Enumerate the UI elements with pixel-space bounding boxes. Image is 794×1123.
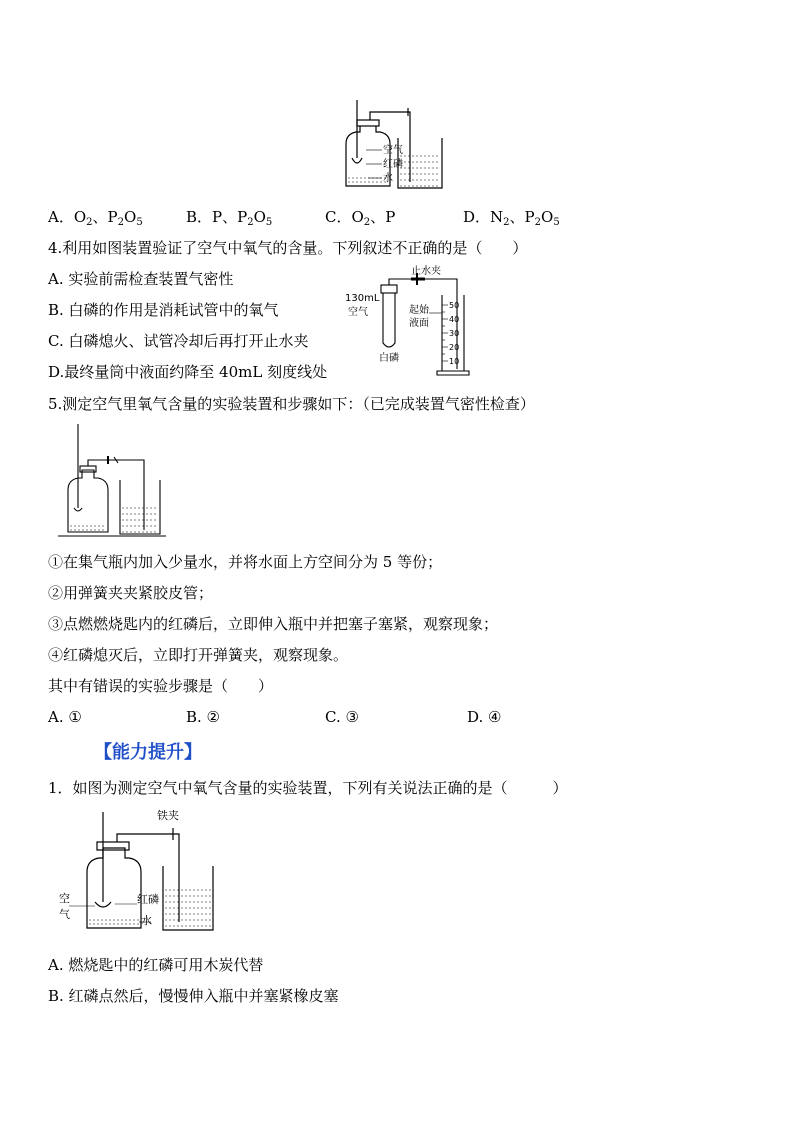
q3-option-b[interactable]: B．P、$P_2O_5$ — [186, 208, 273, 228]
n1-stem: 1．如图为测定空气中氧气含量的实验装置，下列有关说法正确的是（ ） — [48, 779, 568, 797]
q4-option-b[interactable]: B. 白磷的作用是消耗试管中的氧气 — [48, 301, 279, 319]
q4-stem: 4.利用如图装置验证了空气中氧气的含量。下列叙述不正确的是（ ） — [48, 239, 528, 257]
n1-option-a[interactable]: A. 燃烧匙中的红磷可用木炭代替 — [48, 956, 264, 974]
q5-option-b[interactable]: B. ② — [186, 708, 221, 726]
section-title: 【能力提升】 — [94, 742, 202, 763]
q4-fig-tick-20: 20 — [449, 343, 460, 352]
q4-fig-tick-40: 40 — [449, 315, 460, 324]
q4-fig-tick-50: 50 — [449, 301, 460, 310]
fig1-label-water: 水 — [383, 173, 393, 184]
q5-step-2: ②用弹簧夹夹紧胶皮管； — [48, 584, 214, 602]
q4-option-a[interactable]: A. 实验前需检查装置气密性 — [48, 270, 234, 288]
q4-fig-phosphorus-label: 白磷 — [379, 353, 399, 364]
apparatus-figure-n1 — [55, 806, 230, 936]
q3-option-c[interactable]: C．$O_2$、P — [325, 208, 396, 228]
q4-fig-start-label: 起始 — [409, 305, 429, 316]
q5-stem: 5.测定空气里氧气含量的实验装置和步骤如下：（已完成装置气密性检查） — [48, 395, 535, 413]
apparatus-figure-q5 — [58, 422, 168, 537]
q3-option-d[interactable]: D．$N_2$、$P_2O_5$ — [463, 208, 560, 228]
q5-step-4: ④红磷熄灭后，立即打开弹簧夹，观察现象。 — [48, 646, 349, 664]
q4-fig-tick-10: 10 — [449, 357, 460, 366]
q5-option-d[interactable]: D. ④ — [467, 708, 502, 726]
q3-option-a[interactable]: A．$O_2$、$P_2O_5$ — [48, 208, 143, 228]
apparatus-figure-q4 — [345, 265, 470, 385]
q4-fig-air-label: 空气 — [348, 307, 368, 318]
q5-step-1: ①在集气瓶内加入少量水，并将水面上方空间分为 5 等份； — [48, 553, 443, 571]
n1-fig-water-label: 水 — [141, 914, 152, 927]
n1-fig-air-label-1: 空 — [59, 892, 70, 905]
q4-fig-clamp-label: 止水夹 — [411, 266, 441, 277]
fig1-label-air: 空气 — [383, 145, 403, 156]
q5-option-a[interactable]: A. ① — [48, 708, 82, 726]
n1-fig-clamp-label: 铁夹 — [157, 809, 179, 822]
fig1-label-red-p: 红磷 — [383, 159, 403, 170]
q4-fig-volume-label: 130mL — [345, 293, 380, 304]
q5-option-c[interactable]: C. ③ — [325, 708, 359, 726]
n1-fig-air-label-2: 气 — [59, 908, 70, 921]
n1-fig-redp-label: 红磷 — [137, 893, 159, 906]
q4-fig-tick-30: 30 — [449, 329, 460, 338]
apparatus-figure-top — [338, 98, 458, 193]
q4-fig-start-label-2: 液面 — [409, 318, 429, 329]
q4-option-d[interactable]: D.最终量筒中液面约降至 40mL 刻度线处 — [48, 363, 328, 381]
q4-option-c[interactable]: C. 白磷熄火、试管冷却后再打开止水夹 — [48, 332, 309, 350]
q5-question: 其中有错误的实验步骤是（ ） — [48, 677, 274, 695]
q5-step-3: ③点燃燃烧匙内的红磷后，立即伸入瓶中并把塞子塞紧，观察现象； — [48, 615, 499, 633]
n1-option-b[interactable]: B. 红磷点然后，慢慢伸入瓶中并塞紧橡皮塞 — [48, 987, 339, 1005]
